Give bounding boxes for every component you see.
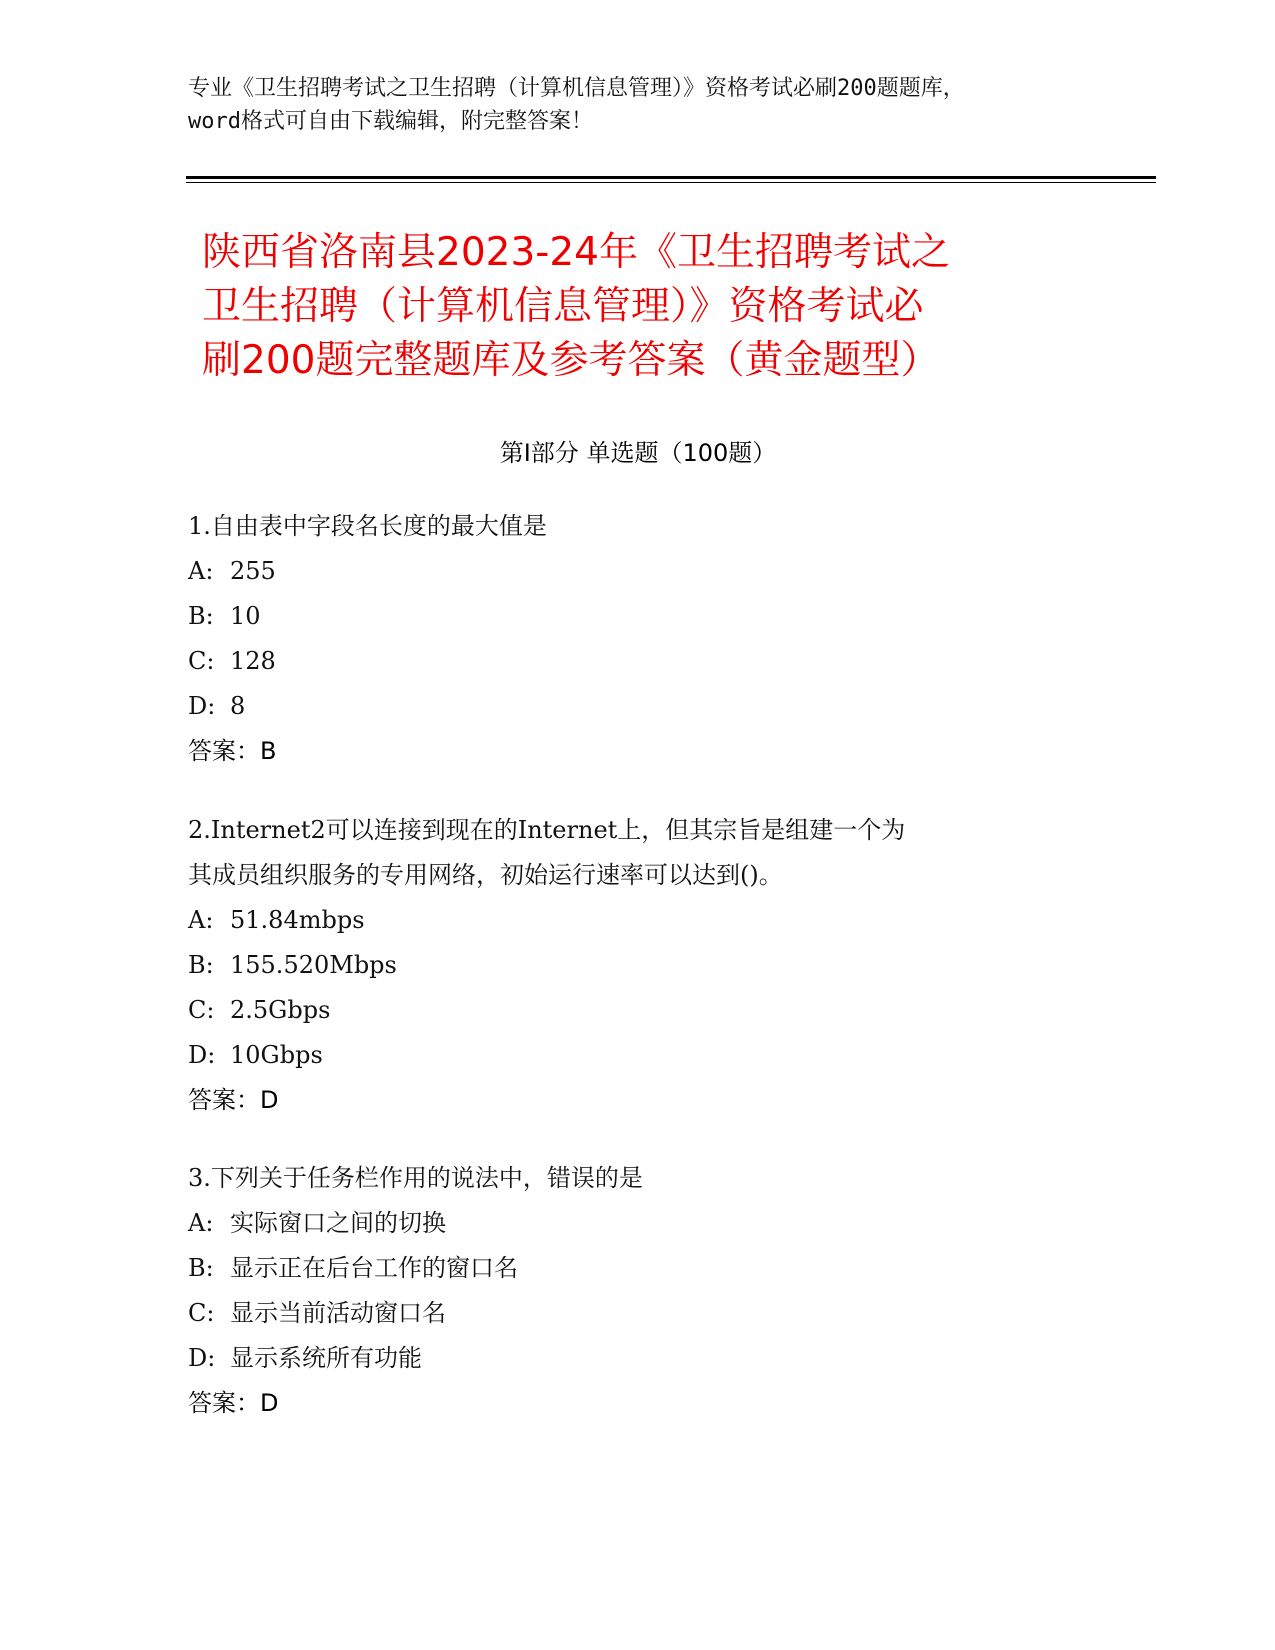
option-a (188, 898, 1088, 943)
option-key: B: (188, 951, 214, 979)
option-key: A: (188, 906, 214, 934)
document-title-line-3: 刷200题完整题库及参考答案（黄金题型） (202, 338, 940, 383)
option-key: A: (188, 1209, 214, 1237)
option-text: 显示当前活动窗口名 (230, 1299, 446, 1327)
answer: 答案：D (188, 1086, 279, 1114)
question-stem: 3.下列关于任务栏作用的说法中，错误的是 (188, 1164, 643, 1192)
question-1 (188, 504, 1088, 774)
option-key: D: (188, 692, 216, 720)
question-2 (188, 808, 1088, 1123)
option-text: 128 (230, 647, 276, 675)
option-text: 2.5Gbps (230, 996, 331, 1024)
header-note-line-2: word格式可自由下载编辑，附完整答案！ (188, 109, 593, 134)
option-c (188, 988, 1088, 1033)
header-note-line-1: 专业《卫生招聘考试之卫生招聘（计算机信息管理）》资格考试必刷200题题库， (188, 76, 965, 101)
option-c (188, 1291, 1088, 1336)
option-text: 155.520Mbps (230, 951, 397, 979)
option-text: 实际窗口之间的切换 (230, 1209, 446, 1237)
section-title: 第Ⅰ部分 单选题（100题） (499, 439, 777, 467)
option-b (188, 1246, 1088, 1291)
option-text: 显示系统所有功能 (230, 1344, 422, 1372)
option-b (188, 943, 1088, 988)
option-text: 51.84mbps (230, 906, 365, 934)
option-d (188, 1336, 1088, 1381)
option-a (188, 1201, 1088, 1246)
answer: 答案：D (188, 1389, 279, 1417)
option-a (188, 549, 1088, 594)
option-key: D: (188, 1344, 216, 1372)
question-3 (188, 1156, 1088, 1426)
option-c (188, 639, 1088, 684)
option-key: C: (188, 996, 215, 1024)
question-stem-line-2: 其成员组织服务的专用网络，初始运行速率可以达到()。 (188, 861, 783, 889)
option-text: 8 (230, 692, 246, 720)
header-rule-thin (186, 182, 1156, 183)
option-key: C: (188, 647, 215, 675)
answer: 答案：B (188, 737, 277, 765)
header-note (188, 72, 1088, 138)
document-title-line-1: 陕西省洛南县2023-24年《卫生招聘考试之 (202, 230, 950, 275)
option-b (188, 594, 1088, 639)
option-text: 10 (230, 602, 261, 630)
option-text: 10Gbps (230, 1041, 323, 1069)
option-d (188, 1033, 1088, 1078)
option-key: B: (188, 602, 214, 630)
header-rule-thick (186, 176, 1156, 179)
option-key: B: (188, 1254, 214, 1282)
option-key: D: (188, 1041, 216, 1069)
option-key: A: (188, 557, 214, 585)
question-stem-line-1: 2.Internet2可以连接到现在的Internet上，但其宗旨是组建一个为 (188, 816, 906, 844)
document-title-line-2: 卫生招聘（计算机信息管理）》资格考试必 (202, 284, 924, 329)
option-text: 显示正在后台工作的窗口名 (230, 1254, 518, 1282)
option-d (188, 684, 1088, 729)
document-title (202, 226, 1082, 388)
question-stem: 1.自由表中字段名长度的最大值是 (188, 512, 547, 540)
option-text: 255 (230, 557, 276, 585)
option-key: C: (188, 1299, 215, 1327)
